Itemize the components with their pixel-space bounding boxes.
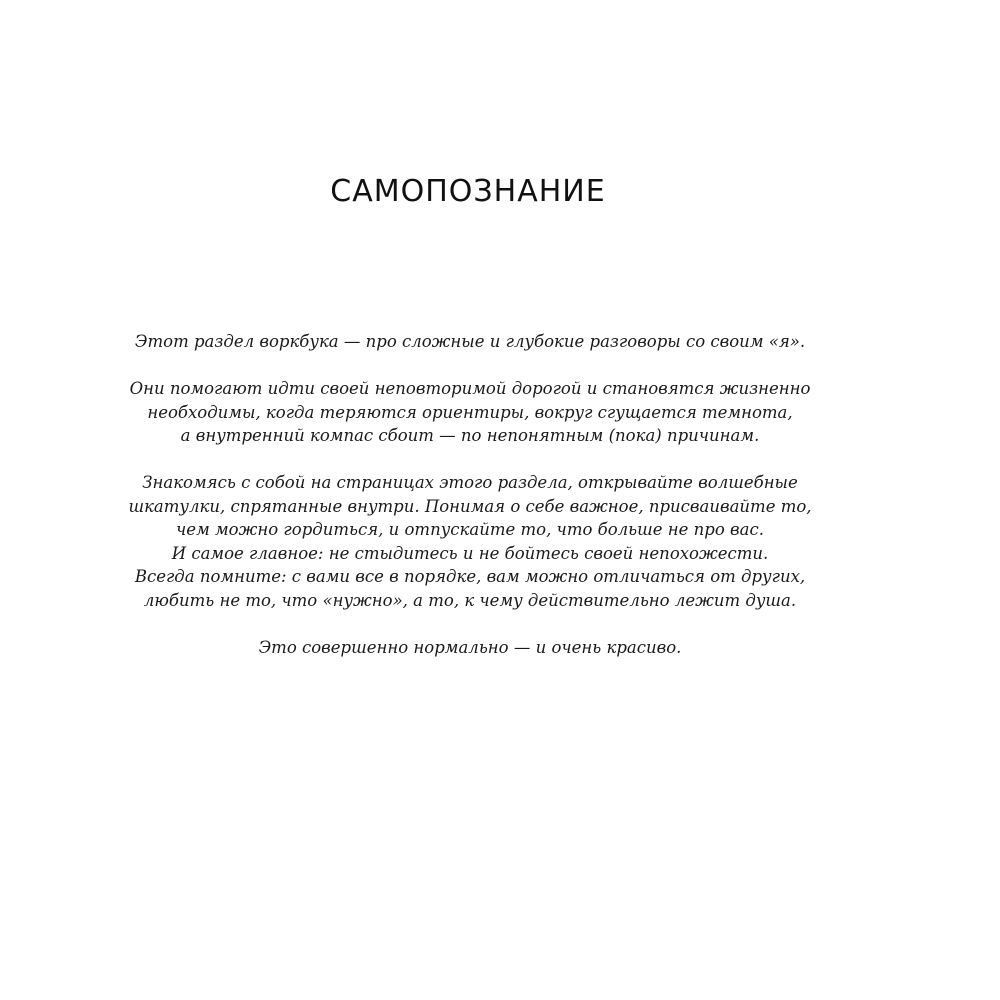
section-title: САМОПОЗНАНИЕ bbox=[330, 174, 606, 209]
text-line: а внутренний компас сбоит — по непонятным (пока) причинам. bbox=[180, 426, 760, 445]
text-line: чем можно гордиться, и отпускайте то, что больше не про вас. bbox=[176, 520, 764, 539]
paragraph-purpose bbox=[0, 377, 940, 448]
text-line: необходимы, когда теряются ориентиры, вокруг сгущается темнота, bbox=[147, 402, 793, 422]
text-line: Этот раздел воркбука — про сложные и глубокие разговоры со своим «я». bbox=[134, 332, 806, 351]
text-line: Всегда помните: с вами все в порядке, вам можно отличаться от других, bbox=[134, 567, 806, 586]
text-line: И самое главное: не стыдитесь и не бойтесь своей непохожести. bbox=[171, 543, 769, 563]
paragraph-intro bbox=[0, 330, 940, 354]
paragraph-guidance bbox=[0, 471, 940, 612]
paragraph-closing bbox=[0, 636, 940, 660]
section-intro-text bbox=[0, 330, 940, 683]
text-line: шкатулки, спрятанные внутри. Понимая о себе важное, присваивайте то, bbox=[128, 496, 812, 516]
text-line: Знакомясь с собой на страницах этого раздела, открывайте волшебные bbox=[142, 473, 798, 492]
text-line: Они помогают идти своей неповторимой дорогой и становятся жизненно bbox=[129, 379, 811, 398]
text-line: любить не то, что «нужно», а то, к чему действительно лежит душа. bbox=[143, 590, 797, 610]
text-line: Это совершенно нормально — и очень красиво. bbox=[258, 637, 682, 657]
